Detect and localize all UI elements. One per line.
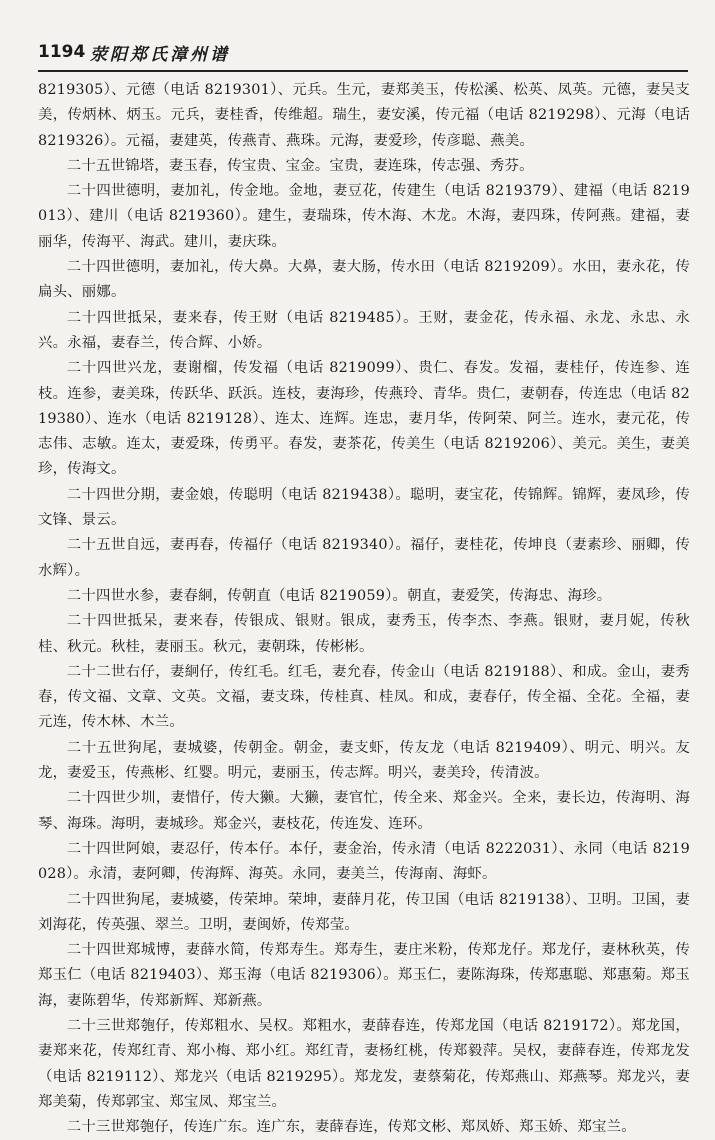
paragraph: 二十四世德明，妻加礼，传金地。金地，妻豆花，传建生（电话 8219379）、建福（电话 8219013）、建川（电话 8219360）。建生，妻瑞珠，传木海、木龙。木海，妻四珠，传阿燕。建福，妻丽华，传海平、海武。建川，妻庆珠。	[38, 183, 690, 250]
paragraph: 二十四世兴龙，妻谢榴，传发福（电话 8219099）、贵仁、春发。发福，妻桂仔，传连参、连枝。连参，妻美珠，传跃华、跃浜。连枝，妻海珍，传燕玲、青华。贵仁，妻朝春，传连忠（电话 8219380）、连水（电话 8219128）、连太、连辉。连忠，妻月华，传阿荣、阿兰。连水，妻元花，传志伟、志敏。连太，妻爱珠，传勇平。春发，妻茶花，传美生（电话 8219206）、美元。美生，妻美珍，传海文。	[38, 360, 690, 478]
paragraph: 二十四世分期，妻金娘，传聪明（电话 8219438）。聪明，妻宝花，传锦辉。锦辉，妻凤珍，传文锋、景云。	[38, 486, 690, 529]
paragraph: 二十四世德明，妻加礼，传大鼻。大鼻，妻大肠，传水田（电话 8219209）。水田，妻永花，传扁头、丽娜。	[38, 259, 690, 301]
paragraph: 二十四世抵呆，妻来春，传银成、银财。银成，妻秀玉，传李杰、李燕。银财，妻月妮，传秋桂、秋元。秋桂，妻丽玉。秋元，妻朝珠，传彬彬。	[38, 613, 690, 655]
header-divider	[38, 70, 688, 72]
paragraph: 二十五世狗尾，妻城婆，传朝金。朝金，妻支虾，传友龙（电话 8219409）、明元、明兴。友龙，妻爱玉，传燕彬、红婴。明元，妻丽玉，传志辉。明兴，妻美玲，传清波。	[38, 739, 690, 782]
paragraph: 8219305）、元德（电话 8219301）、元兵。生元，妻郑美玉，传松溪、松英、凤英。元德，妻吴支美，传炳林、炳玉。元兵，妻桂香，传维超。瑞生，妻安溪，传元福（电话 8219298）、元海（电话 8219326）。元福，妻建英，传燕青、燕珠。元海，妻爱珍，传彦聪、燕美。	[38, 82, 690, 149]
paragraph: 二十五世自远，妻再春，传福仔（电话 8219340）。福仔，妻桂花，传坤良（妻素珍、丽卿，传水辉）。	[38, 537, 690, 579]
page-number: 1194	[38, 42, 86, 62]
book-title: 荥阳郑氏漳州谱	[90, 45, 230, 65]
page-header	[38, 40, 688, 70]
paragraph: 二十三世郑匏仔，传连广东。连广东，妻薛春连，传郑文彬、郑凤娇、郑玉娇、郑宝兰。	[66, 1119, 636, 1136]
paragraph: 二十四世狗尾，妻城婆，传荣坤。荣坤，妻薛月花，传卫国（电话 8219138）、卫明。卫国，妻刘海花，传英强、翠兰。卫明，妻闽娇，传郑莹。	[38, 891, 690, 933]
paragraph: 二十四世郑城博，妻薛水简，传郑寿生。郑寿生，妻庄米粉，传郑龙仔。郑龙仔，妻林秋英，传郑玉仁（电话 8219403）、郑玉海（电话 8219306）。郑玉仁，妻陈海珠，传郑惠聪、郑惠菊。郑玉海，妻陈碧华，传郑新辉、郑新燕。	[38, 942, 690, 1009]
genealogy-text	[38, 78, 690, 1140]
paragraph: 二十四世阿娘，妻忍仔，传本仔。本仔，妻金治，传永清（电话 8222031）、永同（电话 8219028）。永清，妻阿卿，传海辉、海英。永同，妻美兰，传海南、海虾。	[38, 840, 690, 883]
paragraph: 二十四世少圳，妻惜仔，传大獭。大獭，妻官忙，传全来、郑金兴。全来，妻长边，传海明、海琴、海珠。海明，妻城珍。郑金兴，妻枝花，传连发、连环。	[38, 790, 690, 832]
paragraph: 二十三世郑匏仔，传郑粗水、吴权。郑粗水，妻薛春连，传郑龙国（电话 8219172）。郑龙国，妻郑来花，传郑红青、郑小梅、郑小红。郑红青，妻杨红桃，传郑毅萍。吴权，妻薛春连，传郑龙发（电话 8219112）、郑龙兴（电话 8219295）。郑龙发，妻蔡菊花，传郑燕山、郑燕琴。郑龙兴，妻郑美菊，传郑郭宝、郑宝凤、郑宝兰。	[38, 1017, 690, 1110]
paragraph: 二十二世右仔，妻絅仔，传红毛。红毛，妻允春，传金山（电话 8219188）、和成。金山，妻秀春，传文福、文章、文英。文福，妻支珠，传桂真、桂凤。和成，妻春仔，传全福、全花。全福，妻元连，传木林、木兰。	[38, 663, 690, 731]
paragraph: 二十五世锦塔，妻玉春，传宝贵、宝金。宝贵，妻连珠，传志强、秀芬。	[66, 157, 534, 174]
paragraph: 二十四世抵呆，妻来春，传王财（电话 8219485）。王财，妻金花，传永福、永龙、永忠、永兴。永福，妻春兰，传合辉、小娇。	[38, 309, 690, 351]
paragraph: 二十四世水参，妻春絅，传朝直（电话 8219059）。朝直，妻爱笑，传海忠、海珍。	[66, 587, 612, 604]
